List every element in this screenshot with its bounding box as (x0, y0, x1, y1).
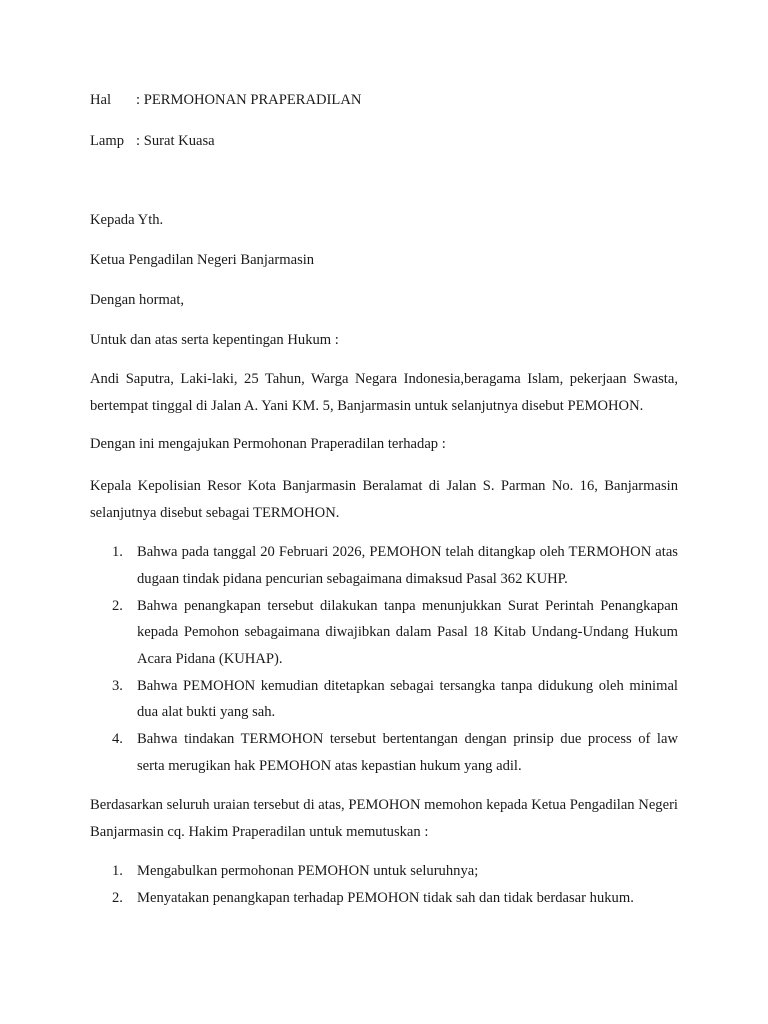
attachment-value: : Surat Kuasa (136, 133, 215, 149)
list-item (90, 593, 678, 673)
intro-line: Untuk dan atas serta kepentingan Hukum : (90, 332, 339, 348)
requests-list (90, 858, 678, 912)
subject-value: : PERMOHONAN PRAPERADILAN (136, 92, 362, 108)
list-number: 1. (112, 863, 123, 879)
subject-line (90, 92, 361, 109)
list-number: 4. (112, 731, 123, 747)
list-item (90, 858, 678, 885)
list-number: 2. (112, 890, 123, 906)
list-item-text: Bahwa tindakan TERMOHON tersebut bertentangan dengan prinsip due process of law serta merugikan hak PEMOHON atas kepastian hukum yang adil. (137, 731, 678, 774)
attachment-line (90, 133, 215, 150)
list-number: 1. (112, 544, 123, 560)
list-item (90, 726, 678, 779)
list-item-text: Bahwa pada tanggal 20 Februari 2026, PEMOHON telah ditangkap oleh TERMOHON atas dugaan tindak pidana pencurian sebagaimana dimaksud Pasal 362 KUHP. (137, 544, 678, 587)
document-page (90, 0, 678, 1024)
submission-line: Dengan ini mengajukan Permohonan Praperadilan terhadap : (90, 436, 446, 452)
conclusion-paragraph: Berdasarkan seluruh uraian tersebut di atas, PEMOHON memohon kepada Ketua Pengadilan Negeri Banjarmasin cq. Hakim Praperadilan untuk memutuskan : (90, 797, 678, 840)
list-item-text: Mengabulkan permohonan PEMOHON untuk seluruhnya; (137, 863, 479, 879)
list-item-text: Menyatakan penangkapan terhadap PEMOHON tidak sah dan tidak berdasar hukum. (137, 890, 634, 906)
attachment-label: Lamp (90, 133, 125, 149)
list-item (90, 673, 678, 726)
list-item-text: Bahwa PEMOHON kemudian ditetapkan sebagai tersangka tanpa didukung oleh minimal dua alat bukti yang sah. (137, 677, 678, 720)
list-item (90, 539, 678, 592)
facts-list (90, 539, 678, 780)
subject-label: Hal (90, 92, 112, 108)
list-number: 3. (112, 677, 123, 694)
list-item (90, 885, 678, 912)
greeting: Dengan hormat, (90, 292, 185, 308)
recipient-salutation: Kepada Yth. (90, 212, 164, 228)
list-number: 2. (112, 597, 123, 614)
pemohon-paragraph: Andi Saputra, Laki-laki, 25 Tahun, Warga Negara Indonesia,beragama Islam, pekerjaan Swasta, bertempat tinggal di Jalan A. Yani KM. 5, Banjarmasin untuk selanjutnya disebut PEMOHON. (90, 371, 678, 414)
recipient-name: Ketua Pengadilan Negeri Banjarmasin (90, 252, 315, 268)
list-item-text: Bahwa penangkapan tersebut dilakukan tanpa menunjukkan Surat Perintah Penangkapan kepada Pemohon sebagaimana diwajibkan dalam Pasal 18 Kitab Undang-Undang Hukum Acara Pidana (KUHAP). (137, 597, 678, 667)
termohon-paragraph: Kepala Kepolisian Resor Kota Banjarmasin Beralamat di Jalan S. Parman No. 16, Banjarmasin selanjutnya disebut sebagai TERMOHON. (90, 478, 678, 521)
